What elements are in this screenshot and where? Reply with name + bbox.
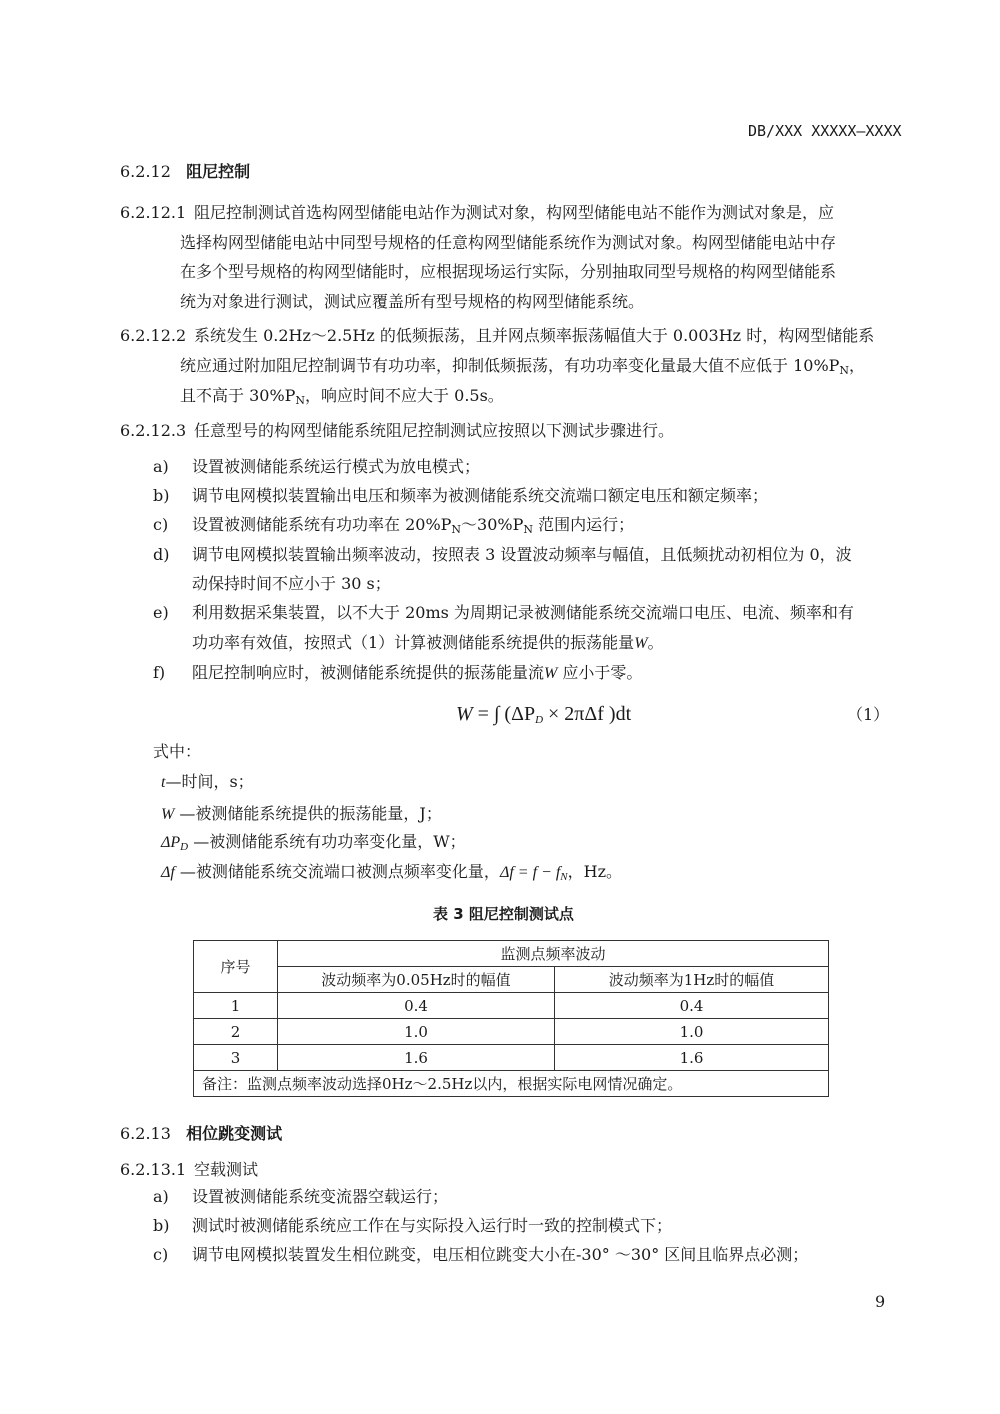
cell-seq: 1	[194, 993, 278, 1019]
step-b-label: b)	[153, 486, 170, 505]
page-number: 9	[875, 1292, 886, 1311]
text-run: 功功率有效值，按照式（1）计算被测储能系统提供的振荡能量	[192, 633, 635, 652]
damping-test-table	[193, 940, 829, 1097]
variable: ΔP	[161, 834, 181, 851]
cell-v2: 1.0	[555, 1019, 829, 1045]
table-caption: 表 3 阻尼控制测试点	[433, 905, 574, 923]
section-title: 阻尼控制	[186, 162, 251, 181]
variable: W	[634, 635, 648, 652]
text-run: ，Hz。	[567, 862, 622, 881]
step2-c-text: 调节电网模拟装置发生相位跳变，电压相位跳变大小在-30° ～30° 区间且临界点必测；	[192, 1245, 809, 1264]
clause-6-2-12-2-number: 6.2.12.2	[120, 326, 187, 345]
table-subheader-row	[194, 967, 829, 993]
subscript: N	[295, 394, 306, 407]
where-intro: 式中：	[153, 742, 202, 761]
cell-seq: 3	[194, 1045, 278, 1071]
text-run: —被测储能系统有功功率变化量，W；	[188, 832, 466, 851]
clause-6-2-13-1-text: 空载测试	[194, 1160, 259, 1179]
where-w	[161, 804, 442, 825]
cell-v1: 0.4	[278, 993, 555, 1019]
table-header-row	[194, 941, 829, 967]
step-e-line-2	[192, 633, 664, 654]
cell-seq: 2	[194, 1019, 278, 1045]
subscript: D	[535, 714, 544, 726]
step-f-label: f)	[153, 663, 166, 682]
text-run: 且不高于 30%P	[180, 386, 296, 405]
section-6-2-13-heading	[120, 1124, 282, 1144]
clause-6-2-12-3-number: 6.2.12.3	[120, 421, 187, 440]
clause-6-2-12-2-line-2	[180, 356, 865, 381]
step-d-line-1: 调节电网模拟装置输出频率波动，按照表 3 设置波动频率与幅值，且低频扰动初相位为 0，波	[192, 545, 852, 564]
clause-6-2-12-2-line-1: 系统发生 0.2Hz～2.5Hz 的低频振荡，且并网点频率振荡幅值大于 0.003Hz 时，构网型储能系	[194, 326, 875, 345]
section-number: 6.2.13	[120, 1124, 171, 1143]
step-f-text	[192, 663, 642, 684]
text-run: —被测储能系统交流端口被测点频率变化量，	[174, 862, 500, 881]
clause-6-2-12-1-line-3: 在多个型号规格的构网型储能时，应根据现场运行实际，分别抽取同型号规格的构网型储能系	[180, 262, 837, 281]
clause-6-2-12-1-line-4: 统为对象进行测试，测试应覆盖所有型号规格的构网型储能系统。	[180, 292, 645, 311]
equation-part: = ∫ (ΔP	[472, 703, 536, 725]
subscript: N	[839, 364, 850, 377]
step-a-text: 设置被测储能系统运行模式为放电模式；	[192, 457, 481, 476]
text-run: —被测储能系统提供的振荡能量，J；	[174, 804, 442, 823]
step2-b-text: 测试时被测储能系统应工作在与实际投入运行时一致的控制模式下；	[192, 1216, 673, 1235]
clause-6-2-13-1-number: 6.2.13.1	[120, 1160, 187, 1179]
cell-v1: 1.0	[278, 1019, 555, 1045]
clause-6-2-12-1-number: 6.2.12.1	[120, 203, 187, 222]
text-run: 设置被测储能系统有功功率在 20%P	[192, 515, 452, 534]
step2-a-label: a)	[153, 1187, 169, 1206]
text-run: 阻尼控制响应时，被测储能系统提供的振荡能量流	[192, 663, 545, 682]
text-run: 统应通过附加阻尼控制调节有功功率，抑制低频振荡，有功功率变化量最大值不应低于 10%P	[180, 356, 840, 375]
step2-c-label: c)	[153, 1245, 169, 1264]
equation-part: × 2πΔf )dt	[543, 703, 632, 725]
table-note: 备注：监测点频率波动选择0Hz～2.5Hz以内，根据实际电网情况确定。	[194, 1071, 829, 1097]
section-number: 6.2.12	[120, 162, 171, 181]
step2-a-text: 设置被测储能系统变流器空载运行；	[192, 1187, 449, 1206]
step-d-label: d)	[153, 545, 170, 564]
cell-v2: 1.6	[555, 1045, 829, 1071]
table-row	[194, 993, 829, 1019]
clause-6-2-12-1-line-2: 选择构网型储能电站中同型号规格的任意构网型储能系统作为测试对象。构网型储能电站中存	[180, 233, 837, 252]
step-c-label: c)	[153, 515, 169, 534]
text-run: —时间，s；	[165, 772, 254, 791]
text-run: 范围内运行；	[533, 515, 635, 534]
where-dp	[161, 832, 466, 857]
clause-6-2-12-1-line-1: 阻尼控制测试首选构网型储能电站作为测试对象，构网型储能电站不能作为测试对象是，应	[194, 203, 835, 222]
cell-v1: 1.6	[278, 1045, 555, 1071]
step-d-line-2: 动保持时间不应小于 30 s；	[192, 574, 391, 593]
table-note-row	[194, 1071, 829, 1097]
step-b-text: 调节电网模拟装置输出电压和频率为被测储能系统交流端口额定电压和额定频率；	[192, 486, 769, 505]
text-run: 。	[647, 633, 664, 652]
equation-part: Δf = f − f	[499, 864, 561, 881]
variable: Δf	[161, 864, 175, 881]
header-col-2: 波动频率为1Hz时的幅值	[555, 967, 829, 993]
variable: W	[544, 665, 558, 682]
where-df	[161, 862, 622, 887]
section-title: 相位跳变测试	[186, 1124, 283, 1143]
subscript: N	[560, 871, 568, 883]
document-id: DB/XXX XXXXX—XXXX	[748, 122, 902, 140]
text-run: ～30%P	[461, 515, 524, 534]
clause-6-2-12-2-line-3	[180, 386, 504, 411]
text-run: 应小于零。	[557, 663, 643, 682]
subscript: N	[451, 523, 462, 536]
table-row	[194, 1019, 829, 1045]
variable: t	[161, 774, 166, 791]
step2-b-label: b)	[153, 1216, 170, 1235]
cell-v2: 0.4	[555, 993, 829, 1019]
clause-6-2-12-3-text: 任意型号的构网型储能系统阻尼控制测试应按照以下测试步骤进行。	[194, 421, 675, 440]
header-seq: 序号	[194, 941, 278, 993]
header-col-1: 波动频率为0.05Hz时的幅值	[278, 967, 555, 993]
equation-number: （1）	[847, 705, 890, 724]
text-run: ，	[849, 356, 866, 375]
table-row	[194, 1045, 829, 1071]
equation-1	[456, 700, 631, 734]
step-e-line-1: 利用数据采集装置，以不大于 20ms 为周期记录被测储能系统交流端口电压、电流、频率和有	[192, 603, 854, 622]
subscript: N	[523, 523, 534, 536]
where-t	[161, 772, 254, 793]
step-c-text	[192, 515, 634, 540]
section-6-2-12-heading	[120, 162, 250, 182]
step-a-label: a)	[153, 457, 169, 476]
subscript: D	[180, 841, 189, 853]
variable: W	[456, 703, 473, 725]
variable: W	[161, 806, 175, 823]
header-group: 监测点频率波动	[278, 941, 829, 967]
step-e-label: e)	[153, 603, 169, 622]
text-run: ，响应时间不应大于 0.5s。	[305, 386, 504, 405]
